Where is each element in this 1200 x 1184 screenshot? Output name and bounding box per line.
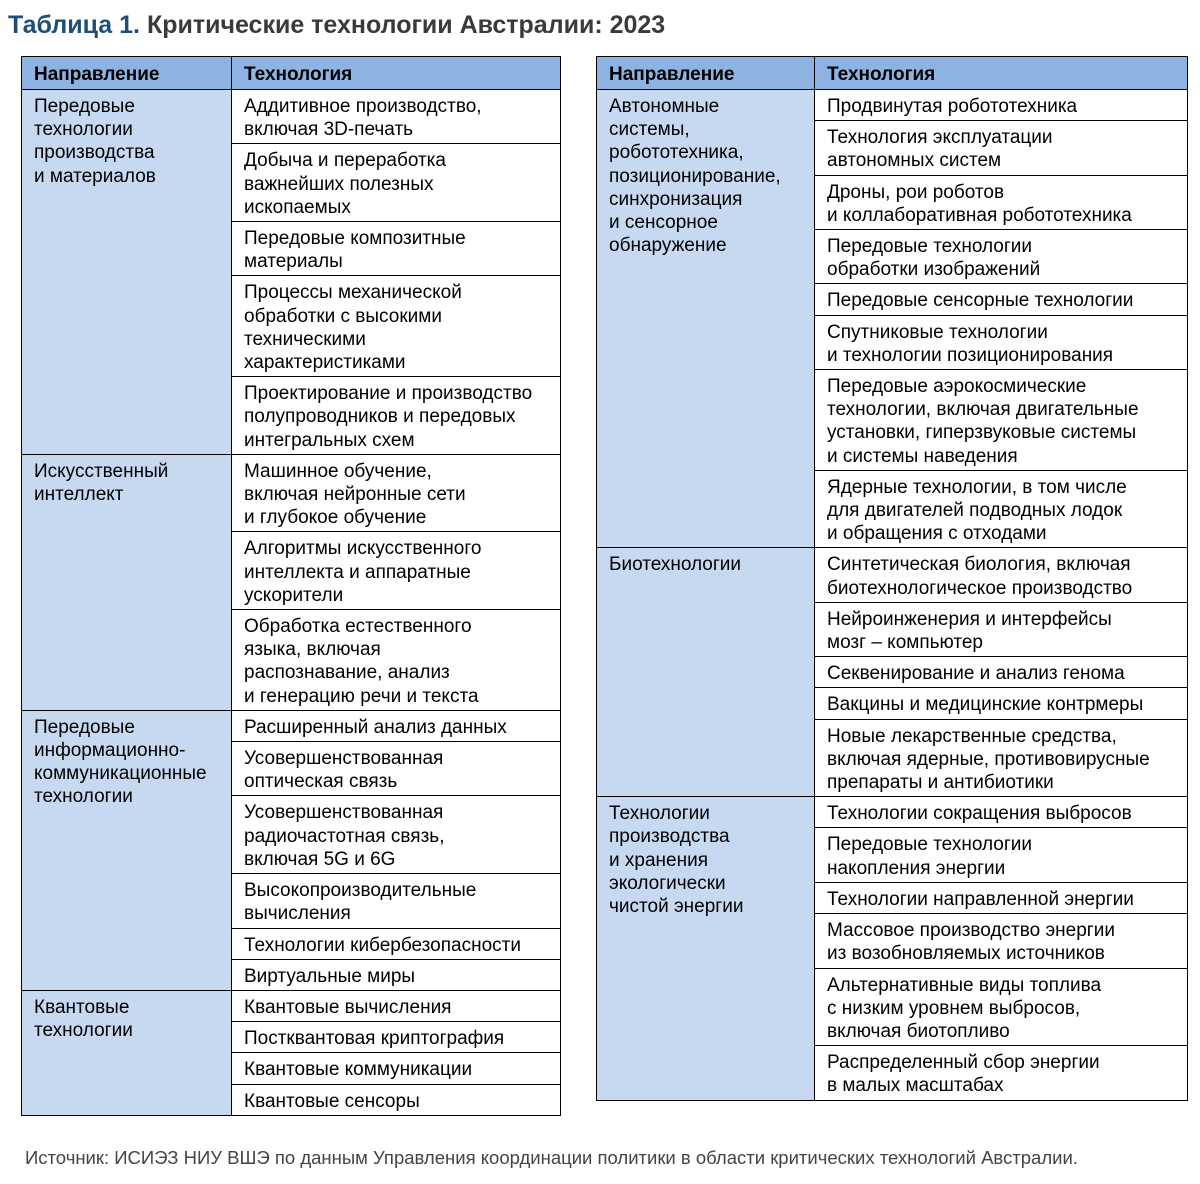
technology-cell (232, 144, 561, 222)
technology-cell (232, 874, 561, 928)
technology-label: Обработка естественного языка, включая распознавание, анализ и генерацию речи и текста (244, 616, 479, 707)
technology-label: Высокопроизводительные вычисления (244, 880, 477, 925)
technology-cell (232, 532, 561, 610)
direction-label: Искусственный интеллект (34, 460, 169, 506)
direction-label: Биотехнологии (609, 554, 742, 576)
technology-label: Усовершенствованная радиочастотная связь, включая 5G и 6G (244, 802, 445, 870)
technology-label: Проектирование и производство полупроводников и передовых интегральных схем (244, 383, 533, 451)
technology-cell (815, 828, 1188, 882)
direction-cell (22, 90, 232, 455)
technology-cell (815, 688, 1188, 719)
technology-cell (232, 377, 561, 455)
technology-label: Продвинутая робототехника (827, 96, 1078, 117)
technology-cell (232, 1084, 561, 1115)
technology-cell (815, 230, 1188, 284)
technology-label: Передовые сенсорные технологии (827, 290, 1134, 312)
direction-cell (22, 454, 232, 710)
technology-label: Нейроинженерия и интерфейсы мозг – компьютер (827, 608, 1112, 654)
direction-label: Технологии производства и хранения экологически чистой энергии (609, 803, 744, 918)
table-number: Таблица 1. (8, 11, 140, 39)
direction-cell (597, 797, 815, 1100)
technology-cell (232, 928, 561, 959)
table-row (22, 90, 561, 144)
technology-cell (232, 1053, 561, 1084)
table-header-row (597, 57, 1188, 90)
table-row (22, 710, 561, 741)
direction-cell (22, 710, 232, 990)
technology-cell (815, 121, 1188, 175)
header-direction: Направление (597, 57, 815, 90)
table-title-text: Критические технологии Австралии: 2023 (146, 11, 666, 39)
technology-label: Передовые композитные материалы (244, 228, 466, 273)
technology-cell (815, 602, 1188, 656)
technology-label: Виртуальные миры (244, 965, 416, 987)
technology-label: Квантовые коммуникации (244, 1059, 473, 1081)
right-table-body (597, 90, 1188, 1101)
direction-label: Автономные системы, робототехника, позиционирование, синхронизация и сенсорное обнаружение (609, 96, 781, 257)
technology-label: Усовершенствованная оптическая связь (244, 748, 444, 793)
technology-label: Секвенирование и анализ генома (827, 663, 1125, 685)
technology-cell (815, 882, 1188, 913)
technology-cell (815, 1046, 1188, 1100)
source-note: Источник: ИСИЭЗ НИУ ВШЭ по данным Управления координации политики в области критических технологий Австралии. (25, 1147, 1078, 1168)
table-title (8, 8, 665, 42)
table-row (22, 990, 561, 1021)
technology-cell (232, 990, 561, 1021)
technology-label: Технологии направленной энергии (827, 888, 1134, 910)
technology-label: Дроны, рои роботов и коллаборативная робототехника (827, 181, 1132, 226)
header-technology: Технология (232, 57, 561, 90)
technology-cell (815, 315, 1188, 369)
technology-cell (815, 470, 1188, 548)
technology-label: Расширенный анализ данных (244, 716, 507, 738)
technology-label: Синтетическая биология, включая биотехнологическое производство (827, 554, 1133, 599)
direction-cell (597, 548, 815, 797)
technology-label: Передовые аэрокосмические технологии, включая двигательные установки, гиперзвуковые системы и системы наведения (827, 376, 1139, 467)
technology-cell (232, 90, 561, 144)
technology-cell (232, 610, 561, 711)
technology-label: Технологии сокращения выбросов (827, 803, 1132, 825)
technology-cell (232, 276, 561, 377)
technology-cell (815, 370, 1188, 471)
direction-label: Квантовые технологии (34, 996, 133, 1042)
table-row (22, 454, 561, 532)
direction-cell (597, 90, 815, 548)
technology-label: Ядерные технологии, в том числе для двигателей подводных лодок и обращения с отходами (827, 476, 1127, 545)
technology-label: Процессы механической обработки с высокими техническими характеристиками (244, 282, 462, 374)
technology-table-left (21, 56, 561, 1116)
technology-label: Аддитивное производство, включая 3D-печать (244, 96, 482, 141)
technology-table-right (596, 56, 1188, 1101)
technology-label: Передовые технологии накопления энергии (827, 834, 1032, 879)
left-table-body (22, 90, 561, 1116)
technology-cell (815, 968, 1188, 1046)
technology-label: Технологии кибербезопасности (244, 934, 521, 956)
table-row (597, 90, 1188, 121)
direction-label: Передовые технологии производства и материалов (34, 96, 156, 187)
header-direction: Направление (22, 57, 232, 90)
technology-cell (232, 710, 561, 741)
technology-label: Альтернативные виды топлива с низким уровнем выбросов, включая биотопливо (827, 974, 1102, 1042)
direction-cell (22, 990, 232, 1115)
technology-label: Алгоритмы искусственного интеллекта и аппаратные ускорители (244, 538, 482, 606)
technology-cell (232, 959, 561, 990)
table-row (597, 548, 1188, 602)
technology-label: Вакцины и медицинские контрмеры (827, 694, 1144, 716)
technology-cell (232, 1022, 561, 1053)
technology-label: Спутниковые технологии и технологии позиционирования (827, 321, 1114, 366)
technology-cell (815, 548, 1188, 602)
technology-cell (815, 90, 1188, 121)
technology-cell (232, 222, 561, 276)
technology-label: Новые лекарственные средства, включая ядерные, противовирусные препараты и антибиотики (827, 725, 1150, 794)
technology-label: Добыча и переработка важнейших полезных ископаемых (244, 150, 446, 218)
technology-cell (815, 797, 1188, 828)
table-row (597, 797, 1188, 828)
technology-label: Распределенный сбор энергии в малых масштабах (827, 1052, 1100, 1097)
technology-label: Постквантовая криптография (244, 1028, 505, 1050)
table-header-row (22, 57, 561, 90)
technology-label: Квантовые сенсоры (244, 1090, 420, 1112)
header-technology: Технология (815, 57, 1188, 90)
technology-cell (815, 175, 1188, 229)
technology-label: Массовое производство энергии из возобновляемых источников (827, 920, 1115, 965)
direction-label: Передовые информационно- коммуникационные технологии (34, 716, 207, 808)
technology-cell (815, 657, 1188, 688)
technology-cell (232, 796, 561, 874)
technology-cell (232, 454, 561, 532)
technology-cell (815, 914, 1188, 968)
technology-label: Квантовые вычисления (244, 996, 452, 1018)
technology-cell (815, 719, 1188, 797)
technology-label: Машинное обучение, включая нейронные сети и глубокое обучение (244, 460, 466, 529)
technology-label: Передовые технологии обработки изображений (827, 236, 1041, 281)
technology-label: Технология эксплуатации автономных систем (827, 127, 1053, 172)
technology-cell (815, 284, 1188, 315)
technology-cell (232, 742, 561, 796)
